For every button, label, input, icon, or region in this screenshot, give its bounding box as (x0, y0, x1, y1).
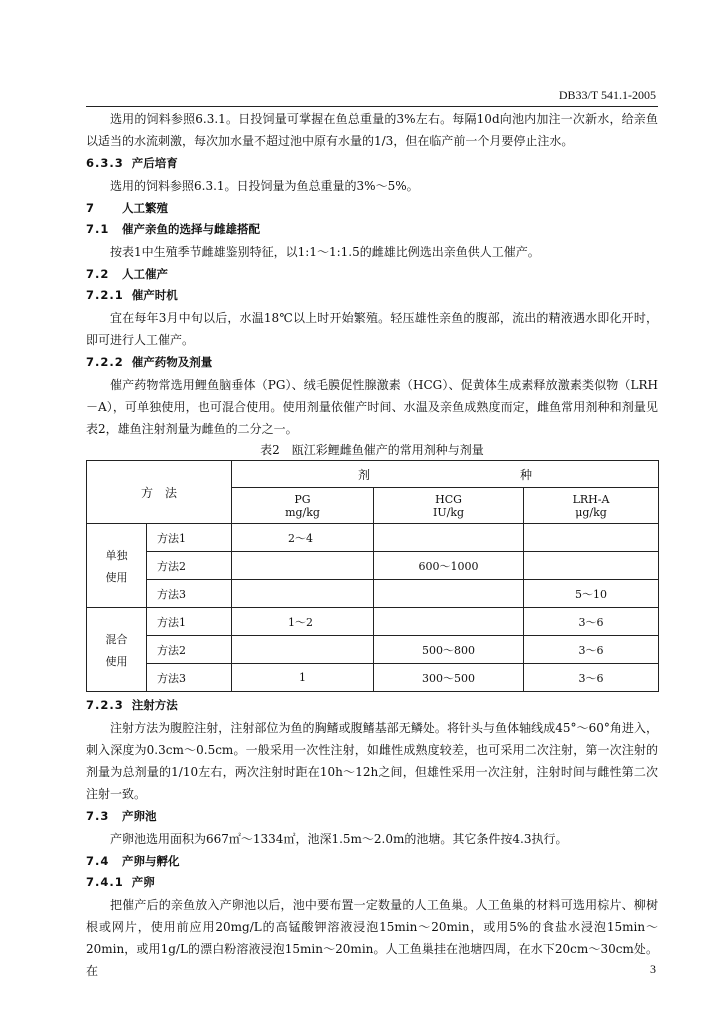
method-cell: 方法2 (147, 552, 232, 580)
heading-6-3-3: 6.3.3 产后培育 (86, 156, 178, 170)
heading-7-2: 7.2 人工催产 (86, 267, 168, 281)
standard-code: DB33/T 541.1-2005 (558, 88, 656, 102)
method-cell: 方法1 (147, 524, 232, 552)
dose-pg (232, 580, 374, 608)
table-caption: 表2 瓯江彩鲤雌鱼催产的常用剂种与剂量 (260, 443, 484, 457)
dose-hcg (374, 524, 524, 552)
group-label-single: 单独 使用 (87, 524, 147, 608)
paragraph-timing: 宜在每年3月中旬以后，水温18℃以上时开始繁殖。轻压雄性亲鱼的腹部，流出的精液遇水即化开时，即可进行人工催产。 (86, 311, 658, 347)
dose-hcg: 500～800 (374, 636, 524, 664)
paragraph-drugs: 催产药物常选用鲤鱼脑垂体（PG）、绒毛膜促性腺激素（HCG）、促黄体生成素释放激素类似物（LRH－A），可单独使用，也可混合使用。使用剂量依催产时间、水温及亲鱼成熟度而定，雌鱼常用剂种和剂量见表2，雄鱼注射剂量为雌鱼的二分之一。 (86, 378, 658, 436)
document-body (86, 108, 658, 982)
dose-hcg (374, 608, 524, 636)
heading-7-3: 7.3 产卵池 (86, 809, 157, 823)
group-label-mixed: 混合 使用 (87, 608, 147, 692)
heading-7-2-3: 7.2.3 注射方法 (86, 698, 178, 712)
paragraph-spawning: 把催产后的亲鱼放入产卵池以后，池中要布置一定数量的人工鱼巢。人工鱼巢的材料可选用棕片、柳树根或网片，使用前应用20mg/L的高锰酸钾溶液浸泡15min～20min，或用5%的食盐水浸泡15min～20min，或用1g/L的漂白粉溶液浸泡15min～20min。人工鱼巢挂在池塘四周，在水下20cm～30cm处。在 (86, 898, 658, 978)
dose-lrha (524, 552, 659, 580)
dose-lrha (524, 524, 659, 552)
heading-7-4-1: 7.4.1 产卵 (86, 875, 155, 889)
method-cell: 方法3 (147, 664, 232, 692)
dose-pg (232, 636, 374, 664)
dose-lrha: 3～6 (524, 636, 659, 664)
agent-header: 剂 种 (232, 461, 659, 488)
heading-7-1: 7.1 催产亲鱼的选择与雌雄搭配 (86, 222, 260, 236)
paragraph-feeding: 选用的饲料参照6.3.1。日投饲量可掌握在鱼总重量的3%左右。每隔10d向池内加注一次新水，给亲鱼以适当的水流刺激，每次加水量不超过池中原有水量的1/3，但在临产前一个月要停止注水。 (86, 112, 658, 148)
dose-pg: 1～2 (232, 608, 374, 636)
method-cell: 方法2 (147, 636, 232, 664)
agent-hcg: HCG IU/kg (374, 488, 524, 524)
dose-pg: 1 (232, 664, 374, 692)
method-cell: 方法3 (147, 580, 232, 608)
dose-hcg: 600～1000 (374, 552, 524, 580)
paragraph-postnatal: 选用的饲料参照6.3.1。日投饲量为鱼总重量的3%～5%。 (110, 179, 419, 193)
dose-hcg (374, 580, 524, 608)
dosage-table (86, 460, 659, 692)
dose-lrha: 3～6 (524, 608, 659, 636)
agent-pg: PG mg/kg (232, 488, 374, 524)
heading-7-4: 7.4 产卵与孵化 (86, 854, 180, 868)
dose-lrha: 5～10 (524, 580, 659, 608)
dose-pg (232, 552, 374, 580)
paragraph-spawning-pond: 产卵池选用面积为667㎡～1334㎡，池深1.5m～2.0m的池塘。其它条件按4.3执行。 (110, 832, 568, 846)
header-rule (86, 106, 658, 107)
method-header: 方 法 (87, 461, 232, 524)
heading-7-2-1: 7.2.1 催产时机 (86, 288, 178, 302)
agent-lrha: LRH-A μg/kg (524, 488, 659, 524)
page-number: 3 (650, 962, 656, 976)
dose-hcg: 300～500 (374, 664, 524, 692)
method-cell: 方法1 (147, 608, 232, 636)
dose-lrha: 3～6 (524, 664, 659, 692)
dose-pg: 2～4 (232, 524, 374, 552)
heading-7-2-2: 7.2.2 催产药物及剂量 (86, 355, 213, 369)
paragraph-sex-ratio: 按表1中生殖季节雌雄鉴别特征，以1:1～1:1.5的雌雄比例选出亲鱼供人工催产。 (110, 245, 540, 259)
heading-7: 7 人工繁殖 (86, 201, 168, 215)
paragraph-injection: 注射方法为腹腔注射，注射部位为鱼的胸鳍或腹鳍基部无鳞处。将针头与鱼体轴线成45°～60°角进入，刺入深度为0.3cm～0.5cm。一般采用一次性注射，如雌性成熟度较差，也可采用二次注射，第一次注射的剂量为总剂量的1/10左右，两次注射时距在10h～12h之间，但雄性采用一次注射，注射时间与雌性第二次注射一致。 (86, 721, 658, 801)
